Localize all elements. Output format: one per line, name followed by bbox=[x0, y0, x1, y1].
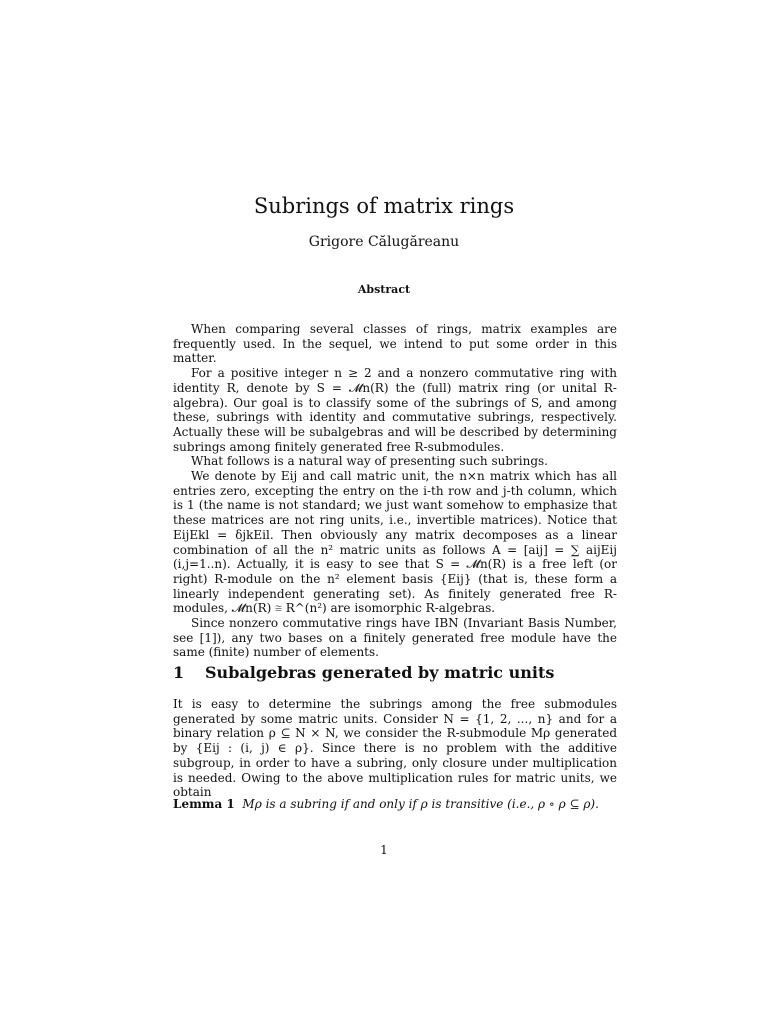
lemma-label: Lemma 1 bbox=[173, 797, 235, 811]
paper-author: Grigore Călugăreanu bbox=[308, 234, 460, 250]
abstract-heading: Abstract bbox=[357, 283, 411, 296]
section-body bbox=[173, 697, 617, 800]
abstract-body bbox=[173, 322, 617, 660]
abstract-paragraph: What follows is a natural way of presenting such subrings. bbox=[191, 454, 548, 469]
lemma-statement: Mρ is a subring if and only if ρ is transitive (i.e., ρ ∘ ρ ⊆ ρ). bbox=[242, 797, 599, 811]
section-heading bbox=[173, 663, 617, 682]
abstract-paragraph: For a positive integer n ≥ 2 and a nonzero commutative ring with identity R, denote by S = 𝓜n(R) the (full) matrix ring (or unital R-algebra). Our goal is to classify some of the subrings of S, and among these, subrings with identity and commutative subrings, respectively. Actually these will be subalgebras and will be described by determining subrings among finitely generated free R-submodules. bbox=[173, 366, 617, 454]
paper-title: Subrings of matrix rings bbox=[253, 194, 515, 218]
section-title: Subalgebras generated by matric units bbox=[205, 663, 555, 682]
section-paragraph: It is easy to determine the subrings among the free submodules generated by some matric units. Consider N = {1, 2, ..., n} and for a binary relation ρ ⊆ N × N, we consider the R-submodule Mρ generated by {Eij : (i, j) ∈ ρ}. Since there is no problem with the additive subgroup, in order to have a subring, only closure under multiplication is needed. Owing to the above multiplication rules for matric units, we obtain bbox=[173, 697, 617, 800]
section-number: 1 bbox=[173, 663, 185, 682]
abstract-paragraph: When comparing several classes of rings, matrix examples are frequently used. In the sequel, we intend to put some order in this matter. bbox=[173, 322, 617, 366]
page-number: 1 bbox=[380, 843, 388, 857]
abstract-paragraph: We denote by Eij and call matric unit, the n×n matrix which has all entries zero, excepting the entry on the i-th row and j-th column, which is 1 (the name is not standard; we just want somehow to emphasize that these matrices are not ring units, i.e., invertible matrices). Notice that EijEkl = δjkEil. Then obviously any matrix decomposes as a linear combination of all the n² matric units as follows A = [aij] = ∑ aijEij (i,j=1..n). Actually, it is easy to see that S = 𝓜n(R) is a free left (or right) R-module on the n² element basis {Eij} (that is, these form a linearly independent generating set). As finitely generated free R-modules, 𝓜n(R) ≅ R^(n²) are isomorphic R-algebras. bbox=[173, 469, 617, 616]
abstract-paragraph: Since nonzero commutative rings have IBN (Invariant Basis Number, see [1]), any two bases on a finitely generated free module have the same (finite) number of elements. bbox=[173, 616, 617, 660]
lemma bbox=[173, 797, 617, 812]
